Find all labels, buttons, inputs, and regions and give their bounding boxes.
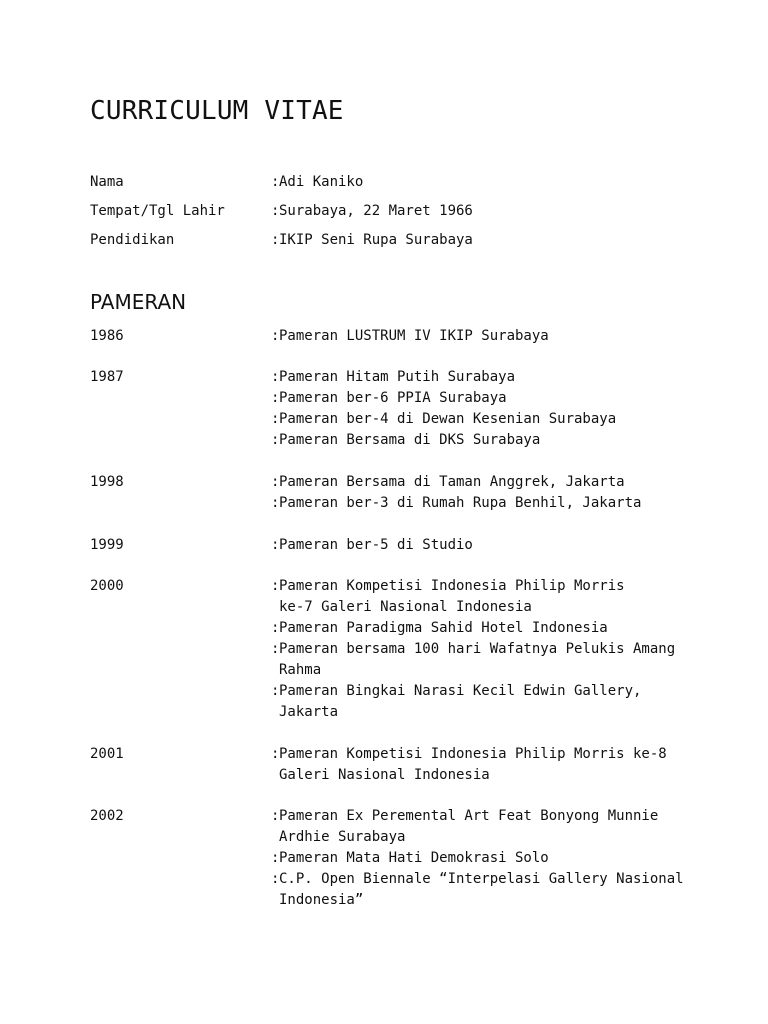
exhibition-entry: :Pameran Bersama di Taman Anggrek, Jakarta	[271, 474, 625, 490]
personal-label: Nama	[90, 174, 124, 190]
exhibition-entry-continuation: Jakarta	[279, 704, 339, 720]
exhibition-entry: :Pameran Paradigma Sahid Hotel Indonesia	[271, 620, 608, 636]
exhibition-year: 2002	[90, 808, 124, 824]
exhibition-entry: :Pameran Bingkai Narasi Kecil Edwin Gallery,	[271, 683, 642, 699]
exhibition-entry: :Pameran ber-5 di Studio	[271, 537, 473, 553]
page-title: CURRICULUM VITAE	[90, 96, 344, 126]
exhibition-entries	[271, 535, 691, 556]
exhibition-entry: :C.P. Open Biennale “Interpelasi Gallery Nasional	[271, 871, 684, 887]
exhibition-entries	[271, 576, 691, 723]
personal-label: Pendidikan	[90, 232, 175, 248]
personal-value: :Adi Kaniko	[271, 174, 364, 190]
exhibition-entry-continuation: ke-7 Galeri Nasional Indonesia	[279, 599, 532, 615]
exhibition-entries	[271, 472, 691, 514]
exhibition-entry: :Pameran ber-3 di Rumah Rupa Benhil, Jakarta	[271, 495, 642, 511]
exhibition-year: 1999	[90, 537, 124, 553]
exhibition-year: 2001	[90, 746, 124, 762]
personal-value: :Surabaya, 22 Maret 1966	[271, 203, 473, 219]
exhibition-entries	[271, 326, 691, 347]
exhibition-entry-continuation: Galeri Nasional Indonesia	[279, 767, 490, 783]
exhibition-entry: :Pameran ber-4 di Dewan Kesenian Surabaya	[271, 411, 617, 427]
exhibition-entry: :Pameran Ex Peremental Art Feat Bonyong Munnie	[271, 808, 659, 824]
exhibition-entry-continuation: Rahma	[279, 662, 322, 678]
exhibition-year: 1987	[90, 369, 124, 385]
exhibition-entry: :Pameran Bersama di DKS Surabaya	[271, 432, 541, 448]
exhibition-entry: :Pameran Kompetisi Indonesia Philip Morris ke-8	[271, 746, 667, 762]
exhibition-entry: :Pameran ber-6 PPIA Surabaya	[271, 390, 507, 406]
exhibition-entry-continuation: Indonesia”	[279, 892, 364, 908]
exhibition-year: 2000	[90, 578, 124, 594]
exhibition-entry-continuation: Ardhie Surabaya	[279, 829, 406, 845]
exhibition-entries	[271, 367, 691, 451]
exhibition-entries	[271, 806, 691, 911]
section-heading-pameran: PAMERAN	[90, 290, 187, 314]
exhibition-year: 1998	[90, 474, 124, 490]
personal-value: :IKIP Seni Rupa Surabaya	[271, 232, 473, 248]
exhibition-year: 1986	[90, 328, 124, 344]
exhibition-entry: :Pameran bersama 100 hari Wafatnya Pelukis Amang	[271, 641, 676, 657]
exhibition-entry: :Pameran LUSTRUM IV IKIP Surabaya	[271, 328, 549, 344]
exhibition-entry: :Pameran Kompetisi Indonesia Philip Morris	[271, 578, 625, 594]
exhibition-entries	[271, 744, 691, 786]
exhibition-entry: :Pameran Mata Hati Demokrasi Solo	[271, 850, 549, 866]
personal-label: Tempat/Tgl Lahir	[90, 203, 225, 219]
exhibition-entry: :Pameran Hitam Putih Surabaya	[271, 369, 516, 385]
